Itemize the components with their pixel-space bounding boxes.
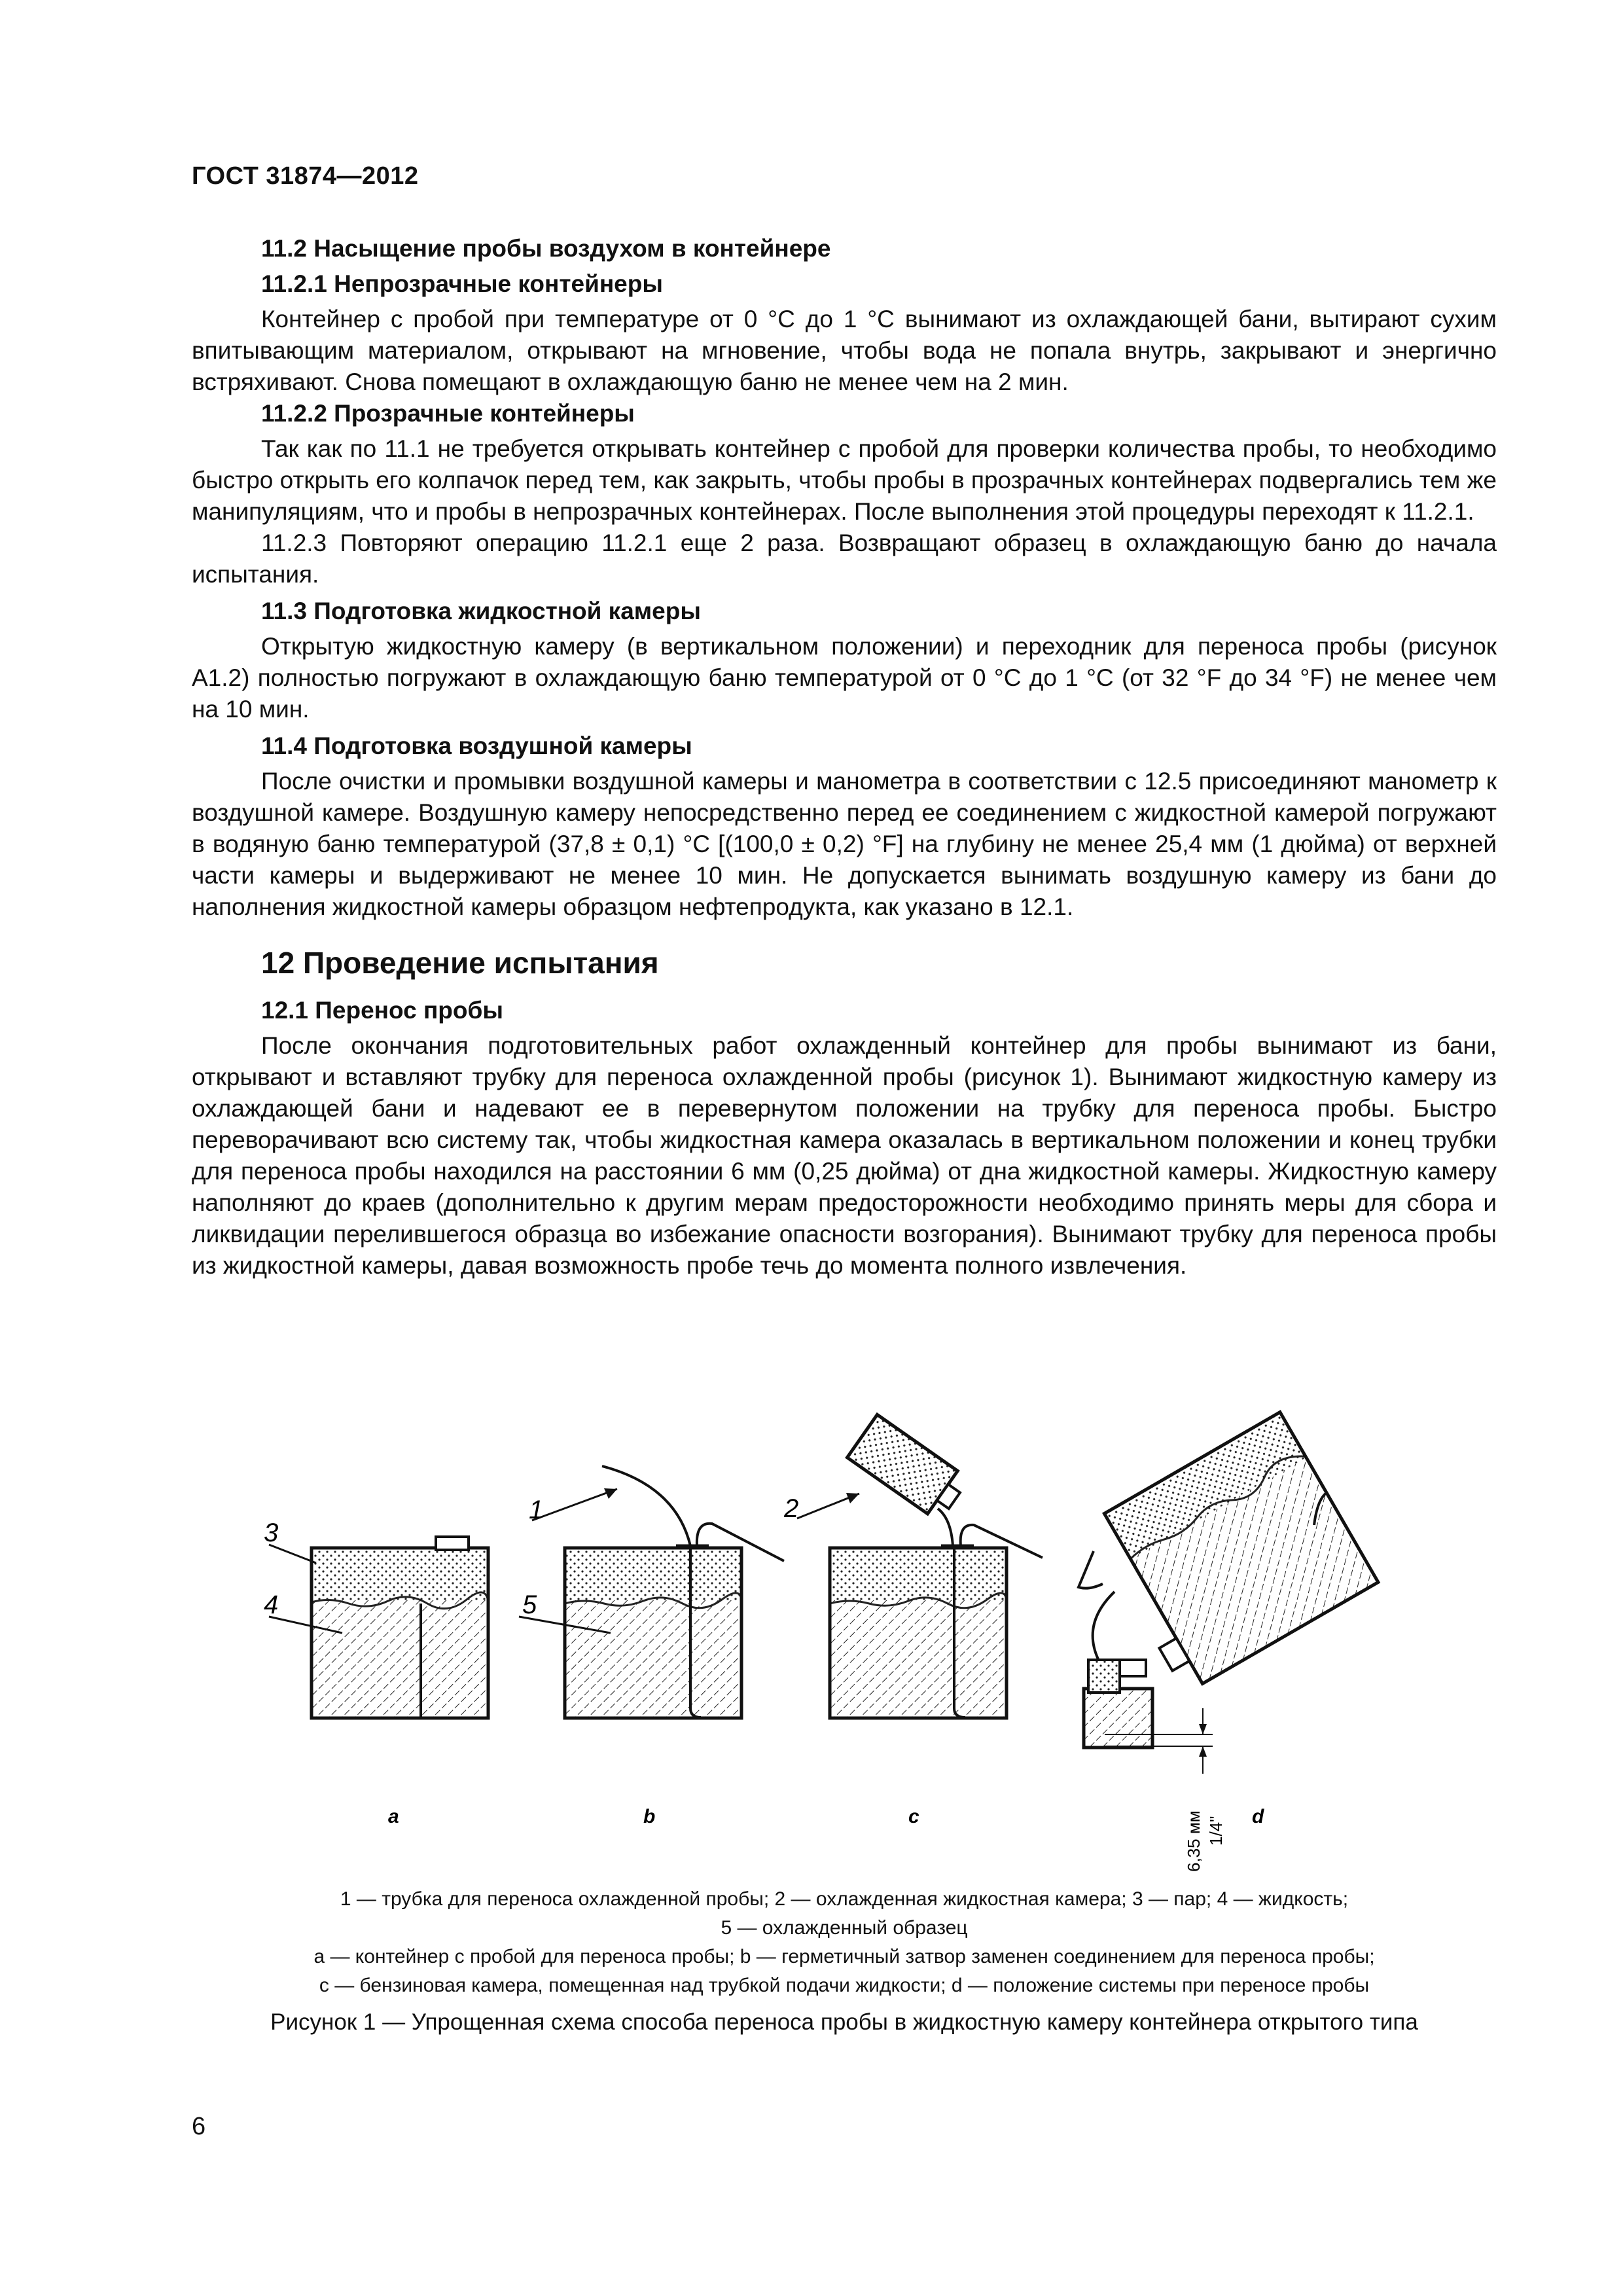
legend-line-2: 5 — охлажденный образец	[721, 1917, 968, 1939]
body-text	[192, 228, 1497, 1282]
panel-label-a: a	[388, 1806, 399, 1827]
panel-label-c: c	[908, 1806, 919, 1827]
legend-line-4: c — бензиновая камера, помещенная над трубкой подачи жидкости; d — положение системы при переносе пробы	[319, 1975, 1370, 1996]
page-number: 6	[192, 2113, 206, 2140]
panel-a-container	[269, 1537, 488, 1718]
figure-legend	[192, 1885, 1497, 2000]
heading-12: 12 Проведение испытания	[261, 946, 659, 980]
panel-label-d: d	[1252, 1806, 1264, 1827]
heading-11-2-1: 11.2.1 Непрозрачные контейнеры	[261, 270, 663, 297]
callout-4: 4	[264, 1590, 279, 1619]
heading-11-4: 11.4 Подготовка воздушной камеры	[261, 732, 692, 759]
paragraph-11-2-1: Контейнер с пробой при температуре от 0 °С до 1 °С вынимают из охлаждающей бани, вытирают сухим впитывающим материалом, открывают на мгновение, чтобы вода не попала внутрь, закрывают и энергично встряхивают. Снова помещают в охлаждающую баню не менее чем на 2 мин.	[192, 306, 1497, 395]
dimension-inch: 1/4"	[1206, 1816, 1226, 1846]
panel-c-container	[797, 1414, 1043, 1718]
paragraph-12-1: После окончания подготовительных работ охлажденный контейнер для пробы вынимают из бани, открывают и вставляют трубку для переноса охлажденной пробы (рисунок 1). Вынимают жидкостную камеру из охлаждающей бани и надевают ее в перевернутом положении на трубку для переноса пробы. Быстро переворачивают всю систему так, чтобы жидкостная камера оказалась в вертикальном положении и конец трубки для переноса пробы находился на расстоянии 6 мм (0,25 дюйма) от дна жидкостной камеры. Жидкостную камеру наполняют до краев (дополнительно к другим мерам предосторожности необходимо принять меры для сбора и ликвидации перелившегося образца во избежание опасности возгорания). Вынимают трубку для переноса пробы из жидкостной камеры, давая возможность пробе течь до момента полного извлечения.	[192, 1032, 1497, 1279]
dimension-mm: 6,35 мм	[1184, 1810, 1204, 1872]
paragraph-11-4: После очистки и промывки воздушной камеры и манометра в соответствии с 12.5 присоединяют манометр к воздушной камере. Воздушную камеру непосредственно перед ее соединением с жидкостной камерой погружают в водяную баню температурой (37,8 ± 0,1) °С [(100,0 ± 0,2) °F] на глубину не менее 25,4 мм (1 дюйма) от верхней части камеры и выдерживают не менее 10 мин. Не допускается вынимать воздушную камеру из бани до наполнения жидкостной камеры образцом нефтепродукта, как указано в 12.1.	[192, 768, 1497, 920]
panel-d-system	[1079, 1412, 1378, 1774]
figure-1-drawing	[192, 1401, 1497, 1872]
heading-11-3: 11.3 Подготовка жидкостной камеры	[261, 598, 701, 624]
paragraph-11-2-3: 11.2.3 Повторяют операцию 11.2.1 еще 2 раза. Возвращают образец в охлаждающую баню до начала испытания.	[192, 529, 1497, 588]
paragraph-11-3: Открытую жидкостную камеру (в вертикальном положении) и переходник для переноса пробы (рисунок А1.2) полностью погружают в охлаждающую баню температурой от 0 °С до 1 °С (от 32 °F до 34 °F) не менее чем на 10 мин.	[192, 633, 1497, 723]
heading-12-1: 12.1 Перенос пробы	[261, 997, 503, 1024]
heading-11-2-2: 11.2.2 Прозрачные контейнеры	[261, 400, 635, 427]
callout-5: 5	[522, 1590, 537, 1619]
callout-2: 2	[784, 1494, 799, 1523]
legend-line-3: a — контейнер с пробой для переноса пробы; b — герметичный затвор заменен соединением для переноса пробы;	[313, 1946, 1375, 1967]
callout-3: 3	[264, 1518, 279, 1547]
heading-11-2: 11.2 Насыщение пробы воздухом в контейнере	[261, 235, 831, 262]
callout-1: 1	[529, 1496, 544, 1524]
panel-label-b: b	[643, 1806, 656, 1827]
standard-header: ГОСТ 31874—2012	[192, 162, 419, 190]
paragraph-11-2-2: Так как по 11.1 не требуется открывать контейнер с пробой для проверки количества пробы, то необходимо быстро открыть его колпачок перед тем, как закрыть, чтобы пробы в прозрачных контейнерах подвергались тем же манипуляциям, что и пробы в непрозрачных контейнерах. После выполнения этой процедуры переходят к 11.2.1.	[192, 435, 1497, 525]
figure-1	[192, 1401, 1497, 1872]
legend-line-1: 1 — трубка для переноса охлажденной пробы; 2 — охлажденная жидкостная камера; 3 — пар; 4 — жидкость;	[340, 1888, 1349, 1910]
panel-b-container	[519, 1466, 784, 1718]
figure-caption: Рисунок 1 — Упрощенная схема способа переноса пробы в жидкостную камеру контейнера открытого типа	[270, 2009, 1418, 2035]
